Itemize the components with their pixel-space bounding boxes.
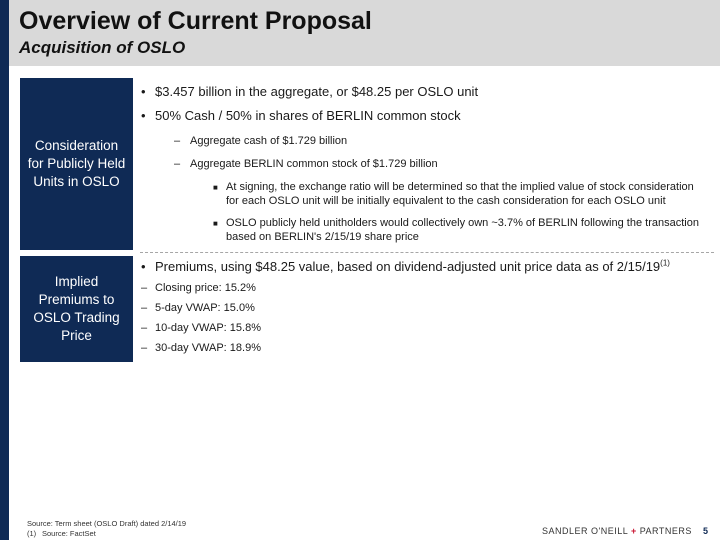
sub-list-item <box>141 281 706 295</box>
list-item-text: OSLO publicly held unitholders would collectively own ~3.7% of BERLIN following the transaction based on BERLIN's 2/15/19 share price <box>226 217 699 243</box>
section-label-text: Implied Premiums to OSLO Trading Price <box>33 274 120 343</box>
footnote-number: (1) <box>27 529 37 538</box>
bullet-icon: • <box>141 84 146 99</box>
dash-icon: – <box>141 342 148 354</box>
section-label-premiums <box>20 256 133 362</box>
footnote <box>27 529 96 538</box>
sub-list-item <box>141 157 706 171</box>
dash-icon: – <box>174 135 181 147</box>
section-label-consideration <box>20 78 133 250</box>
premiums-content <box>141 259 706 355</box>
list-item-text: 5-day VWAP: 15.0% <box>155 302 255 314</box>
logo-text-right: PARTNERS <box>639 526 692 536</box>
square-bullet-icon: ■ <box>213 183 218 192</box>
page-title: Overview of Current Proposal <box>19 7 372 35</box>
dash-icon: – <box>141 322 148 334</box>
list-item-text: Aggregate cash of $1.729 billion <box>190 135 348 147</box>
list-item-text: Premiums, using $48.25 value, based on dividend-adjusted unit price data as of 2/15/19 <box>155 259 661 274</box>
footnote-marker: (1) <box>660 258 670 268</box>
logo-text-left: SANDLER O'NEILL <box>542 526 628 536</box>
dash-icon: – <box>141 282 148 294</box>
page-number: 5 <box>703 526 709 536</box>
company-logo <box>542 526 692 536</box>
section-divider <box>140 252 714 253</box>
consideration-content <box>141 84 706 244</box>
sub-list-item <box>141 301 706 315</box>
sub-sub-list-item <box>141 180 706 208</box>
list-item-text: 10-day VWAP: 15.8% <box>155 322 261 334</box>
list-item <box>141 259 706 275</box>
list-item-text: 50% Cash / 50% in shares of BERLIN common stock <box>155 108 461 123</box>
page-subtitle: Acquisition of OSLO <box>19 38 186 57</box>
logo-plus: + <box>630 526 637 536</box>
source-note: Source: Term sheet (OSLO Draft) dated 2/14/19 <box>27 519 187 528</box>
dash-icon: – <box>141 302 148 314</box>
list-item-text: $3.457 billion in the aggregate, or $48.25 per OSLO unit <box>155 84 479 99</box>
square-bullet-icon: ■ <box>213 219 218 228</box>
dash-icon: – <box>174 158 181 170</box>
bullet-icon: • <box>141 259 146 274</box>
list-item <box>141 108 706 124</box>
list-item-text: At signing, the exchange ratio will be determined so that the implied value of stock consideration for each OSLO unit will be initially equivalent to the cash consideration for each OSLO unit <box>226 181 694 207</box>
left-accent-stripe <box>0 0 9 540</box>
section-label-text: Consideration for Publicly Held Units in OSLO <box>27 138 126 189</box>
sub-sub-list-item <box>141 216 706 244</box>
list-item-text: Closing price: 15.2% <box>155 282 256 294</box>
sub-list-item <box>141 321 706 335</box>
list-item-text: 30-day VWAP: 18.9% <box>155 342 261 354</box>
list-item-text: Aggregate BERLIN common stock of $1.729 billion <box>190 158 438 170</box>
list-item <box>141 84 706 100</box>
footnote-text: Source: FactSet <box>42 529 96 538</box>
bullet-icon: • <box>141 108 146 123</box>
sub-list-item <box>141 341 706 355</box>
sub-list-item <box>141 134 706 148</box>
